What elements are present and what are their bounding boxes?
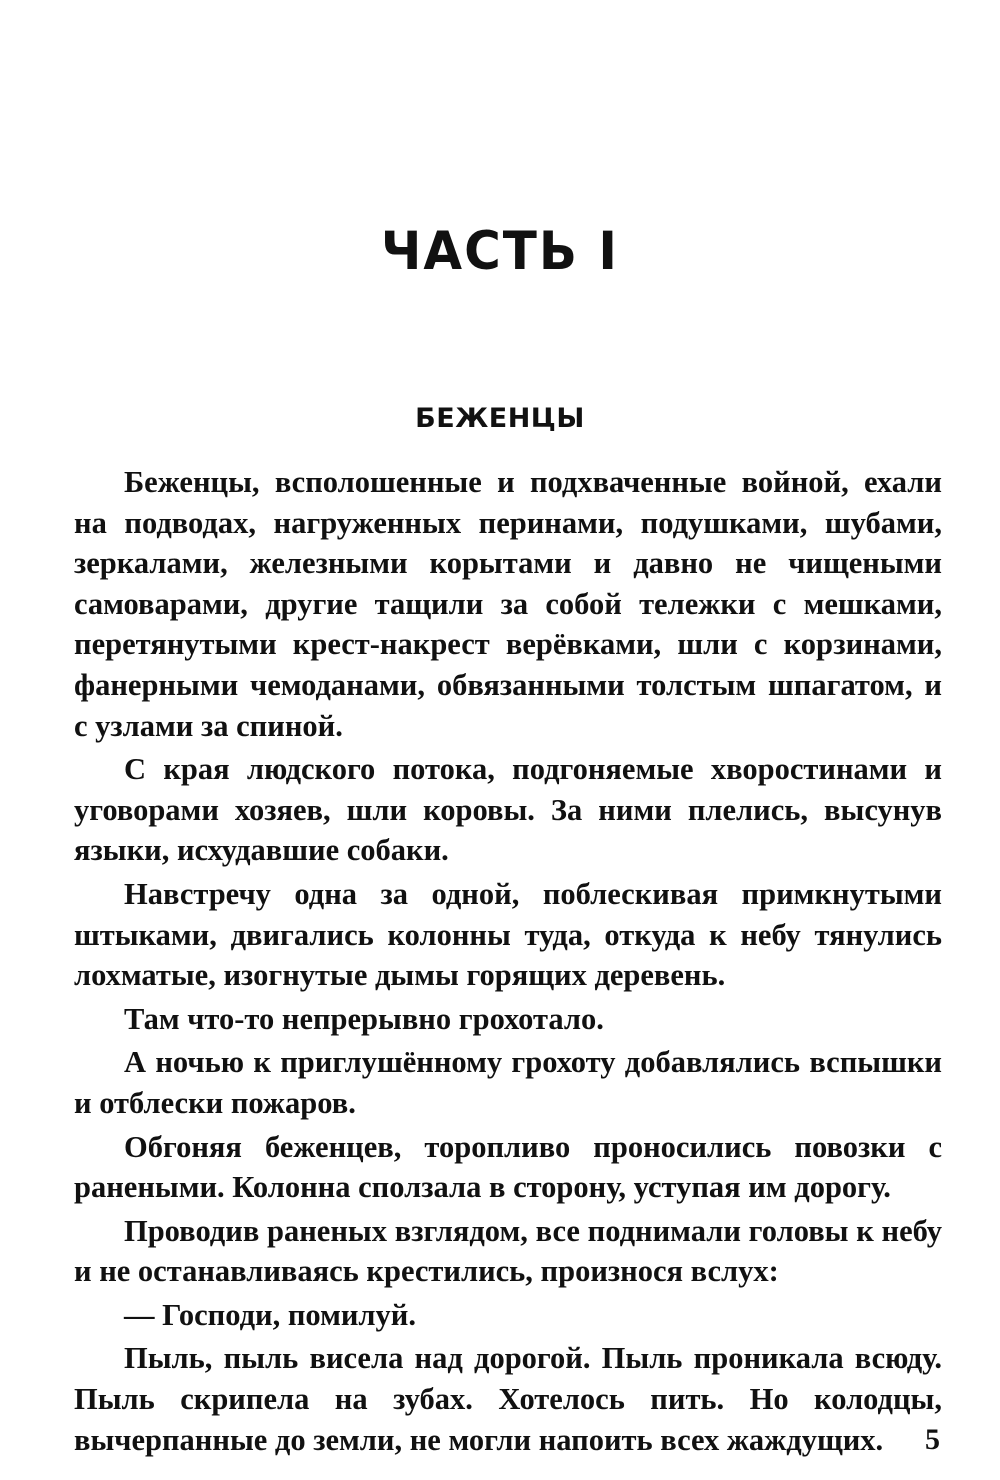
paragraph: А ночью к приглушённому грохоту добавлялись вспышки и отблески пожаров. — [74, 1045, 942, 1120]
paragraph: Навстречу одна за одной, поблескивая примкнутыми штыками, двигались колонны туда, откуда к небу тянулись лохматые, изогнутые дымы горящих деревень. — [74, 876, 942, 993]
paragraph: С края людского потока, подгоняемые хворостинами и уговорами хозяев, шли коровы. За ними плелись, высунув языки, исхудавшие собаки. — [74, 752, 942, 868]
paragraph: Проводив раненых взглядом, все поднимали головы к небу и не останавливаясь крестились, произнося вслух: — [74, 1213, 942, 1289]
paragraph: Там что-то непрерывно грохотало. — [124, 1001, 604, 1036]
body-text — [74, 462, 942, 1460]
part-title: ЧАСТЬ I — [380, 220, 620, 282]
page-number: 5 — [925, 1423, 940, 1456]
paragraph: Пыль, пыль висела над дорогой. Пыль проникала всюду. Пыль скрипела на зубах. Хотелось пить. Но колодцы, вычерпанные до земли, не могли напоить всех жаждущих. — [74, 1341, 942, 1457]
paragraph: — Господи, помилуй. — [124, 1297, 416, 1332]
chapter-title: БЕЖЕНЦЫ — [415, 403, 585, 434]
paragraph: Беженцы, всполошенные и подхваченные войной, ехали на подводах, нагруженных перинами, подушками, шубами, зеркалами, железными корытами и давно не чищеными самоварами, другие тащили за собой тележки с мешками, перетянутыми крест-накрест верёвками, шли с корзинами, фанерными чемоданами, обвязанными толстым шпагатом, и с узлами за спиной. — [74, 465, 942, 743]
paragraph: Обгоняя беженцев, торопливо проносились повозки с ранеными. Колонна сползала в сторону, уступая им дорогу. — [74, 1129, 942, 1205]
